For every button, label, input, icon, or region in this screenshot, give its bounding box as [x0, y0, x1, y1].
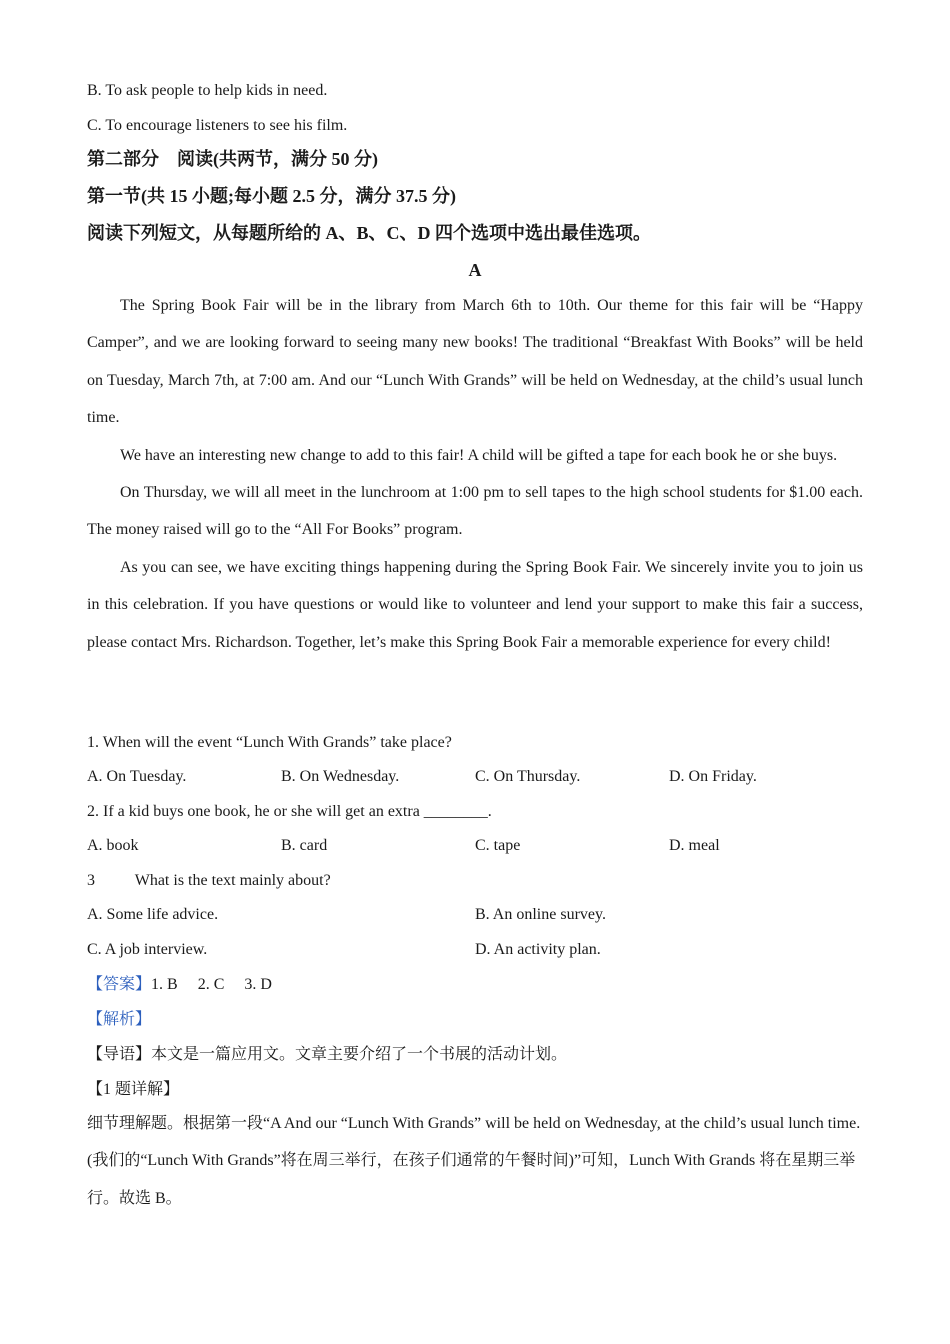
question-3-option-a: A. Some life advice.: [87, 906, 219, 923]
question-3-option-c: C. A job interview.: [87, 941, 208, 958]
question-2-option-b: B. card: [281, 837, 328, 854]
question-3-text: What is the text mainly about?: [134, 872, 331, 889]
question-3-number: 3: [87, 872, 95, 889]
detail-explanation: [87, 1105, 863, 1217]
instruction: 阅读下列短文，从每题所给的 A、B、C、D 四个选项中选出最佳选项。: [87, 223, 651, 243]
question-1-option-a: A. On Tuesday.: [87, 768, 187, 785]
prev-option-c: C. To encourage listeners to see his film.: [87, 117, 348, 134]
question-3-option-b: B. An online survey.: [475, 906, 606, 923]
question-1-option-b: B. On Wednesday.: [281, 768, 400, 785]
answer-line: [87, 975, 272, 995]
question-2-option-c: C. tape: [475, 837, 521, 854]
question-2-option-d: D. meal: [669, 837, 720, 854]
passage: [87, 287, 863, 661]
answer-value: 1. B 2. C 3. D: [151, 976, 272, 993]
part-title: 第二部分 阅读(共两节，满分 50 分): [87, 149, 378, 169]
subsection-title: 第一节(共 15 小题;每小题 2.5 分，满分 37.5 分): [87, 186, 456, 206]
detail-title: 【1 题详解】: [87, 1081, 180, 1098]
answer-label: 【答案】: [87, 976, 152, 993]
question-1-stem: 1. When will the event “Lunch With Grands” take place?: [87, 734, 452, 751]
passage-paragraph: The Spring Book Fair will be in the library from March 6th to 10th. Our theme for this fair will be “Happy Camper”, and we are looking forward to seeing many new books! The traditional “Breakfast With Books” will be held on Tuesday, March 7th, at 7:00 am. And our “Lunch With Grands” will be held on Wednesday, at the child’s usual lunch time.: [87, 297, 863, 427]
question-3-stem: [87, 871, 331, 891]
analysis-label: 【解析】: [87, 1011, 152, 1028]
question-1-option-c: C. On Thursday.: [475, 768, 581, 785]
question-1-option-d: D. On Friday.: [669, 768, 757, 785]
question-2-stem: 2. If a kid buys one book, he or she will get an extra ________.: [87, 803, 492, 820]
passage-label: A: [468, 260, 482, 280]
question-2-option-a: A. book: [87, 837, 139, 854]
guide-text: 【导语】本文是一篇应用文。文章主要介绍了一个书展的活动计划。: [87, 1046, 568, 1063]
detail-text: 细节理解题。根据第一段“A And our “Lunch With Grands” will be held on Wednesday, at the child’s usual lunch time.(我们的“Lunch With Grands”将在周三举行，在孩子们通常的午餐时间)”可知，Lunch With Grands 将在星期三举行。故选 B。: [87, 1115, 861, 1207]
passage-paragraph: As you can see, we have exciting things happening during the Spring Book Fair. We sincerely invite you to join us in this celebration. If you have questions or would like to volunteer and lend your support to make this fair a success, please contact Mrs. Richardson. Together, let’s make this Spring Book Fair a memorable experience for every child!: [87, 558, 863, 651]
prev-option-b: B. To ask people to help kids in need.: [87, 82, 328, 99]
passage-paragraph: On Thursday, we will all meet in the lunchroom at 1:00 pm to sell tapes to the high school students for $1.00 each. The money raised will go to the “All For Books” program.: [87, 484, 863, 539]
passage-paragraph: We have an interesting new change to add to this fair! A child will be gifted a tape for each book he or she buys.: [120, 446, 838, 464]
question-3-option-d: D. An activity plan.: [475, 941, 601, 958]
